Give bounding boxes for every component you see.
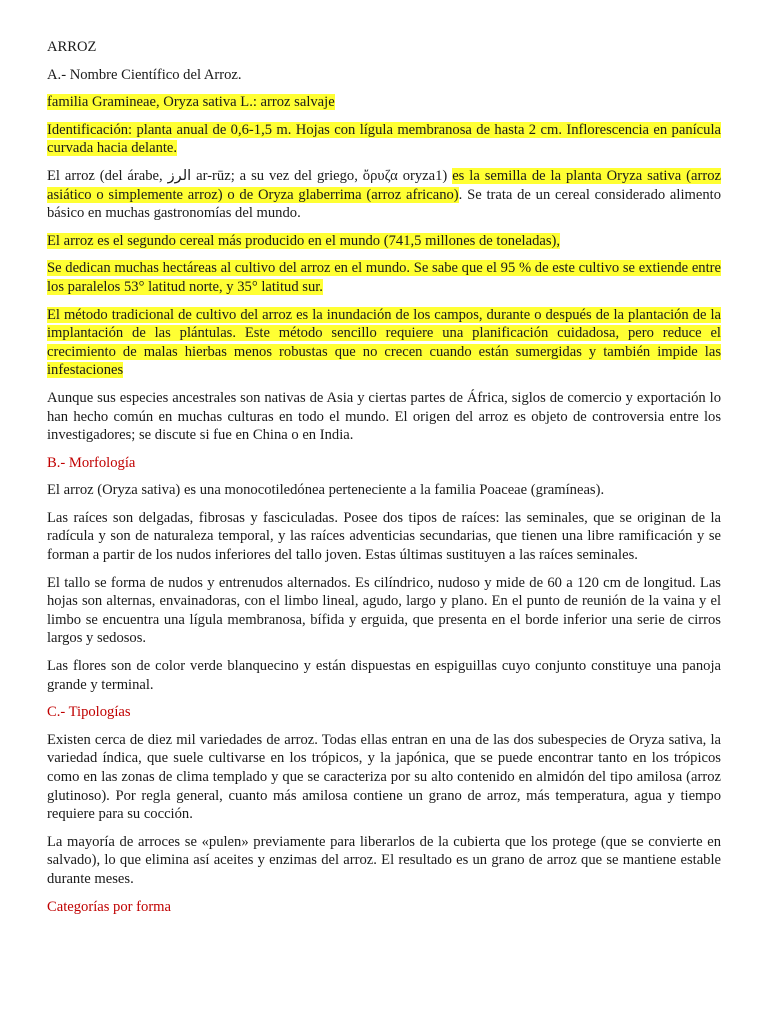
stem-paragraph: El tallo se forma de nudos y entrenudos alternados. Es cilíndrico, nudoso y mide de 60 a 120 cm de longitud. Las hojas son alternas, envainadoras, con el limbo lineal, agudo, largo y plano. En el punto de reunión de la vaina y el limbo se encuentra una lígula membranosa, bífida y erguida, que presenta en el borde inferior una serie de cirros largos y sedosos. bbox=[47, 574, 721, 647]
identification-highlight: Identificación: planta anual de 0,6-1,5 m. Hojas con lígula membranosa de hasta 2 cm. Inflorescencia en panícula curvada hacia delante. bbox=[47, 121, 721, 157]
section-b-heading: B.- Morfología bbox=[47, 454, 136, 471]
origin-paragraph: Aunque sus especies ancestrales son nativas de Asia y ciertas partes de África, siglos de comercio y exportación lo han hecho común en muchas culturas en todo el mundo. El origen del arroz es objeto de controversia entre los investigadores; se discute si fue en China o en India. bbox=[47, 389, 721, 444]
method-paragraph bbox=[47, 306, 721, 380]
family-line bbox=[47, 93, 721, 112]
varieties-paragraph: Existen cerca de diez mil variedades de arroz. Todas ellas entran en una de las dos subespecies de Oryza sativa, la variedad índica, que suele cultivarse en los trópicos, y la japónica, que se puede encontrar tanto en los trópicos como en las zonas de clima templado y que se caracteriza por su alto contenido en almidón del tipo amilosa (arroz glutinoso). Por regla general, cuanto más amilosa contiene un grano de arroz, más temperatura, agua y tiempo requiere para su cocción. bbox=[47, 731, 721, 823]
etymology-plain-text: El arroz (del árabe, الرز ar-rūz; a su vez del griego, ὄρυζα oryza1) bbox=[47, 167, 453, 184]
second-cereal-highlight: El arroz es el segundo cereal más producido en el mundo (741,5 millones de toneladas), bbox=[47, 232, 561, 249]
identification-paragraph bbox=[47, 121, 721, 158]
hectares-paragraph bbox=[47, 259, 721, 296]
method-highlight: El método tradicional de cultivo del arroz es la inundación de los campos, durante o después de la plantación de la implantación de las plántulas. Este método sencillo requiere una planificación cuidadosa, pero reduce el crecimiento de malas hierbas menos robustas que no crecen cuando están sumergidas y también impide las infestaciones bbox=[47, 306, 721, 379]
document-page bbox=[47, 38, 721, 925]
etymology-highlight: es la semilla de la planta Oryza sativa (arroz asiático o simplemente arroz) o de Oryza glaberrima (arroz africano) bbox=[47, 167, 721, 203]
flowers-paragraph: Las flores son de color verde blanquecino y están dispuestas en espiguillas cuyo conjunto constituye una panoja grande y terminal. bbox=[47, 658, 721, 693]
section-a-heading: A.- Nombre Científico del Arroz. bbox=[47, 66, 242, 83]
etymology-rest-text: . Se trata de un cereal considerado alimento básico en muchas gastronomías del mundo. bbox=[47, 186, 721, 222]
monocot-paragraph: El arroz (Oryza sativa) es una monocotiledónea perteneciente a la familia Poaceae (gramíneas). bbox=[47, 482, 605, 499]
second-cereal-paragraph bbox=[47, 232, 721, 251]
polish-paragraph: La mayoría de arroces se «pulen» previamente para liberarlos de la cubierta que los protege (que se convierte en salvado), lo que elimina así aceites y enzimas del arroz. El resultado es un grano de arroz que se mantiene estable durante meses. bbox=[47, 833, 721, 887]
family-line-highlight: familia Gramineae, Oryza sativa L.: arroz salvaje bbox=[47, 94, 335, 111]
document-title: ARROZ bbox=[47, 39, 97, 55]
hectares-highlight: Se dedican muchas hectáreas al cultivo del arroz en el mundo. Se sabe que el 95 % de este cultivo se extiende entre los paralelos 53° latitud norte, y 35° latitud sur. bbox=[47, 260, 721, 295]
etymology-paragraph bbox=[47, 167, 721, 223]
section-c-heading: C.- Tipologías bbox=[47, 704, 131, 721]
roots-paragraph: Las raíces son delgadas, fibrosas y fasciculadas. Posee dos tipos de raíces: las seminales, que se originan de la radícula y son de naturaleza temporal, y las raíces adventicias secundarias, que tienen una libre ramificación y se forman a partir de los nudos inferiores del tallo joven. Estas últimas sustituyen a las raíces seminales. bbox=[47, 509, 721, 564]
shape-categories-heading: Categorías por forma bbox=[47, 898, 172, 915]
